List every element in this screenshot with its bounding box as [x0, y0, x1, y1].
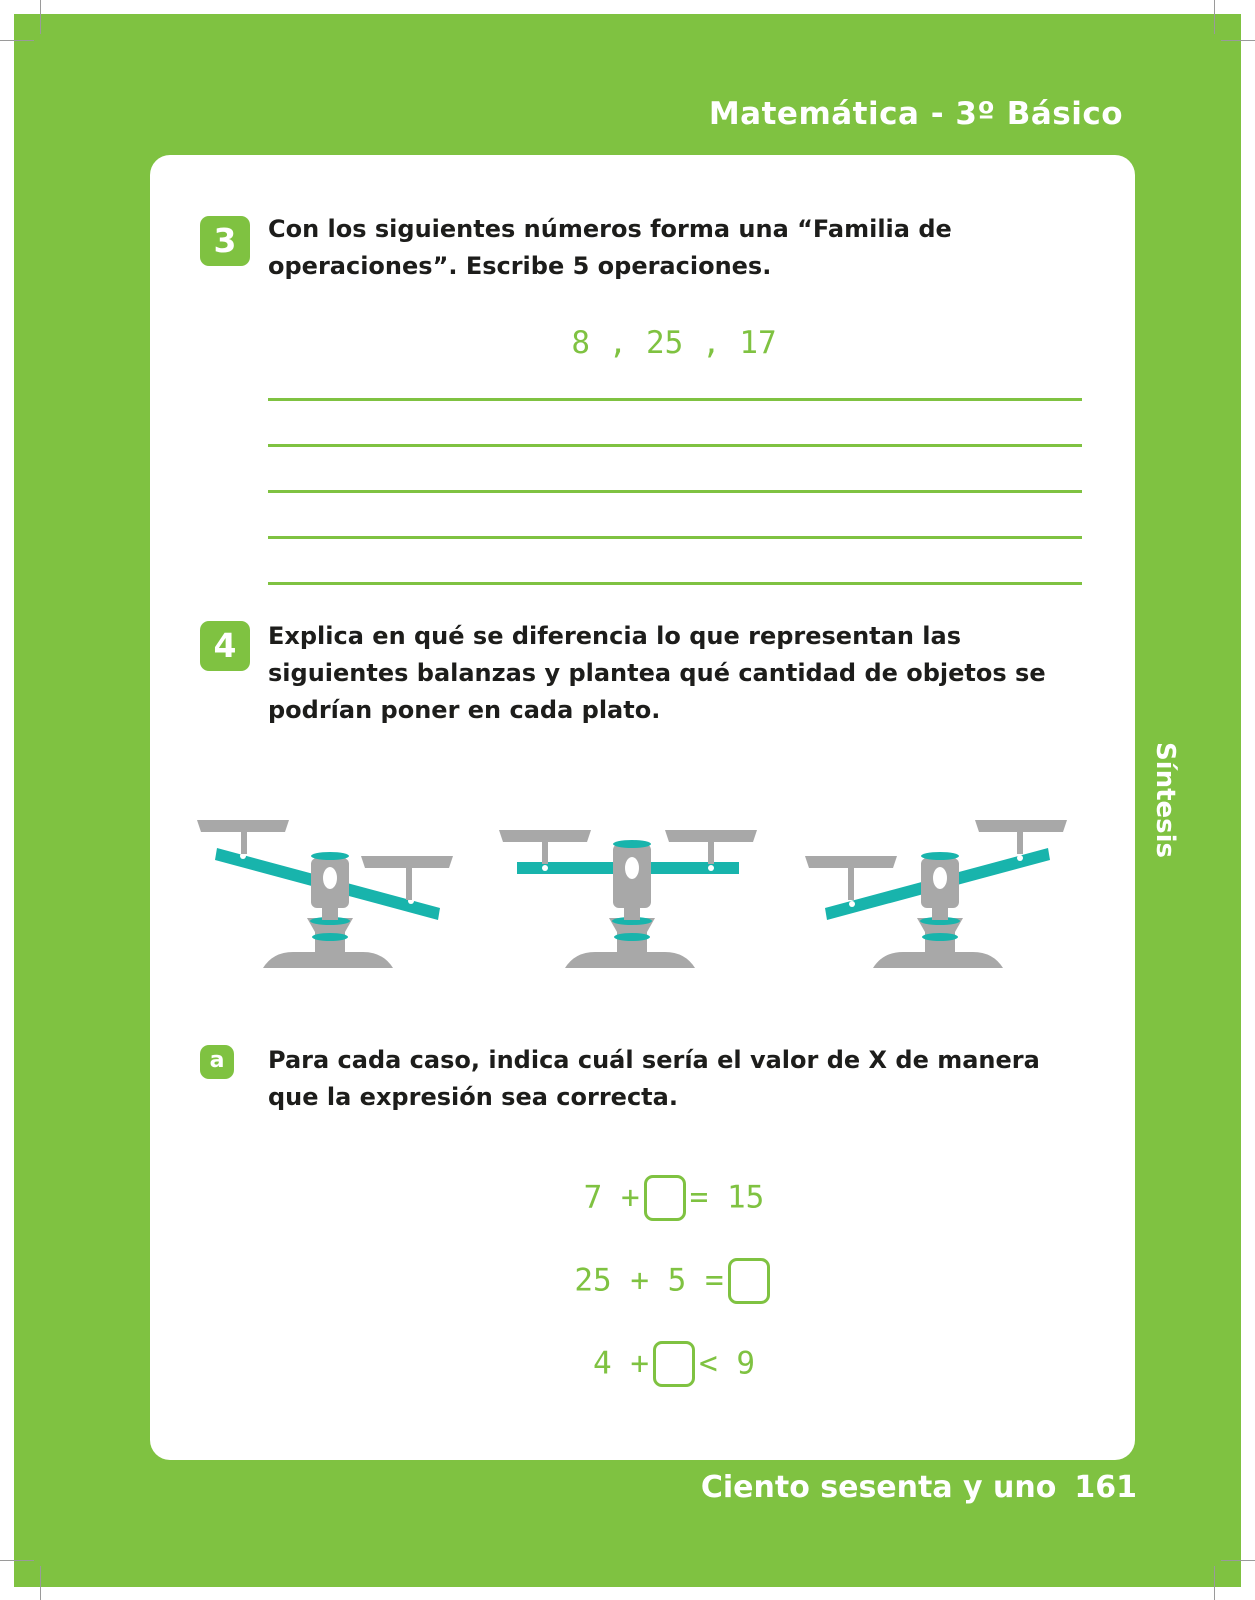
- answer-line[interactable]: [268, 490, 1082, 493]
- equation-1: [268, 1170, 1080, 1222]
- answer-line[interactable]: [268, 582, 1082, 585]
- question-3-badge: 3: [200, 216, 250, 266]
- equation-2: [268, 1253, 1080, 1305]
- question-4-line-1: Explica en qué se diferencia lo que representan las: [268, 622, 961, 650]
- page-number-words: Ciento sesenta y uno: [700, 1470, 1057, 1505]
- crop-mark: [1214, 0, 1215, 34]
- equation-3-right: < 9: [699, 1345, 755, 1382]
- equation-3: [268, 1336, 1080, 1388]
- page-header-title: Matemática - 3º Básico: [708, 96, 1123, 132]
- section-side-label: Síntesis: [1150, 741, 1180, 859]
- question-4-line-3: podrían poner en cada plato.: [268, 696, 661, 724]
- question-3-line-2: operaciones”. Escribe 5 operaciones.: [268, 252, 772, 280]
- equation-3-left: 4 +: [593, 1345, 649, 1382]
- crop-mark: [1214, 1566, 1215, 1600]
- answer-line[interactable]: [268, 444, 1082, 447]
- answer-box[interactable]: [644, 1175, 686, 1221]
- page-footer: [701, 1470, 1137, 1505]
- crop-mark: [0, 40, 34, 41]
- question-3-text: [268, 211, 1068, 285]
- balance-scales-illustration: [195, 820, 1085, 980]
- crop-mark: [1221, 40, 1255, 41]
- equation-1-left: 7 +: [583, 1179, 640, 1216]
- crop-mark: [1221, 1560, 1255, 1561]
- equation-2-left: 25 + 5 =: [574, 1262, 724, 1299]
- answer-line[interactable]: [268, 398, 1082, 401]
- question-4-text: [268, 618, 1068, 729]
- number-set: 8 , 25 , 17: [571, 325, 777, 361]
- balance-scale-right-up: [805, 820, 1067, 968]
- crop-mark: [0, 1560, 34, 1561]
- question-a-badge: a: [200, 1045, 234, 1079]
- question-a-line-2: que la expresión sea correcta.: [268, 1083, 678, 1111]
- page-number: 161: [1074, 1470, 1137, 1505]
- equation-1-right: = 15: [689, 1179, 765, 1216]
- question-4-line-2: siguientes balanzas y plantea qué cantidad de objetos se: [268, 659, 1046, 687]
- question-3-line-1: Con los siguientes números forma una “Familia de: [268, 215, 952, 243]
- answer-line[interactable]: [268, 536, 1082, 539]
- answer-box[interactable]: [653, 1341, 695, 1387]
- crop-mark: [40, 0, 41, 34]
- balance-scale-left-up: [197, 820, 453, 968]
- question-a-line-1: Para cada caso, indica cuál sería el valor de X de manera: [268, 1046, 1040, 1074]
- answer-box[interactable]: [728, 1258, 770, 1304]
- question-4-badge: 4: [200, 621, 250, 671]
- question-a-text: [268, 1042, 1068, 1116]
- crop-mark: [40, 1566, 41, 1600]
- balance-scale-balanced: [499, 830, 757, 968]
